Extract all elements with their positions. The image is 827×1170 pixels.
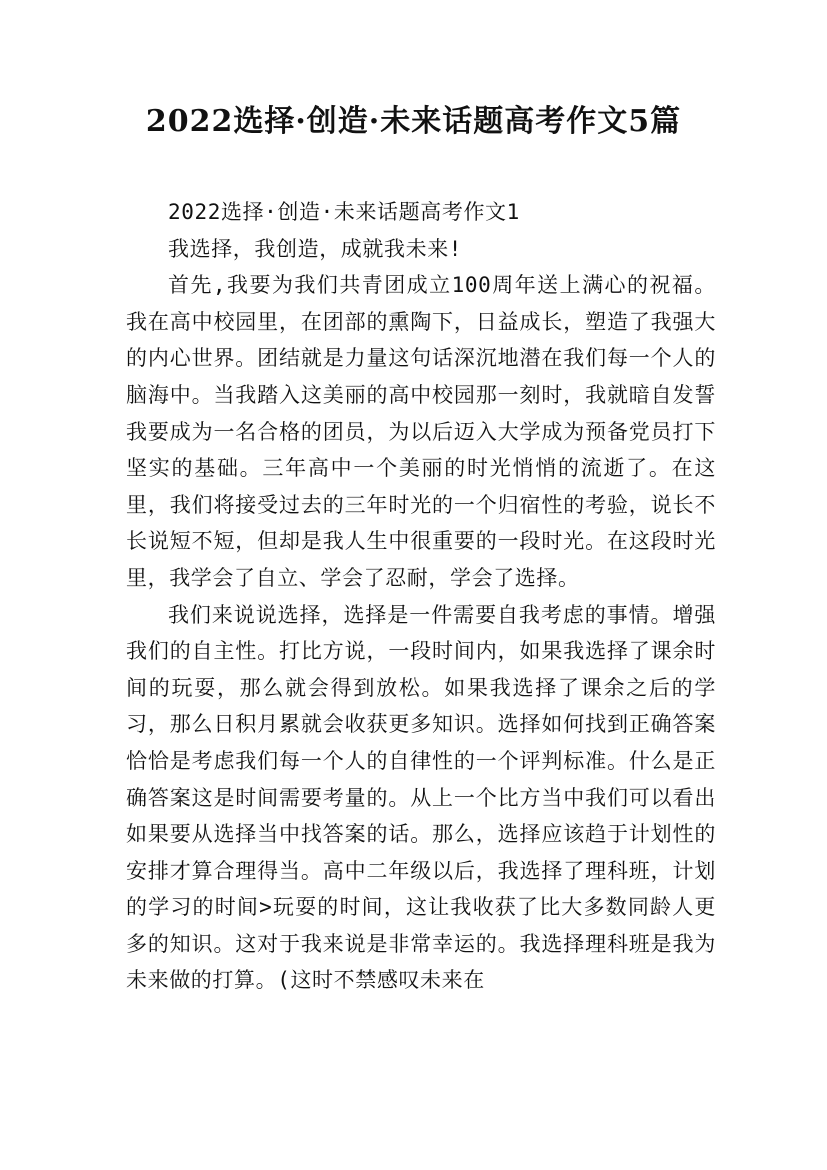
body-paragraph: 我们来说说选择，选择是一件需要自我考虑的事情。增强我们的自主性。打比方说，一段时间内，如果我选择了课余时间的玩耍，那么就会得到放松。如果我选择了课余之后的学习，那么日积月累就会收获更多知识。选择如何找到正确答案恰恰是考虑我们每一个人的自律性的一个评判标准。什么是正确答案这是时间需要考量的。从上一个比方当中我们可以看出如果要从选择当中找答案的话。那么，选择应该趋于计划性的安排才算合理得当。高中二年级以后，我选择了理科班，计划的学习的时间>玩耍的时间，这让我收获了比大多数同龄人更多的知识。这对于我来说是非常幸运的。我选择理科班是我为未来做的打算。(这时不禁感叹未来在 bbox=[126, 602, 716, 993]
document-title: 2022选择·创造·未来话题高考作文5篇 bbox=[145, 104, 682, 139]
essay-subtitle: 2022选择·创造·未来话题高考作文1 bbox=[168, 200, 520, 224]
body-paragraph: 首先,我要为我们共青团成立100周年送上满心的祝福。我在高中校园里，在团部的熏陶下，日益成长，塑造了我强大的内心世界。团结就是力量这句话深沉地潜在我们每一个人的脑海中。当我踏入这美丽的高中校园那一刻时，我就暗自发誓我要成为一名合格的团员，为以后迈入大学成为预备党员打下坚实的基础。三年高中一个美丽的时光悄悄的流逝了。在这里，我们将接受过去的三年时光的一个归宿性的考验，说长不长说短不短，但却是我人生中很重要的一段时光。在这段时光里，我学会了自立、学会了忍耐，学会了选择。 bbox=[126, 273, 716, 590]
body-paragraph: 我选择，我创造，成就我未来! bbox=[168, 236, 463, 261]
document-body bbox=[126, 194, 716, 999]
